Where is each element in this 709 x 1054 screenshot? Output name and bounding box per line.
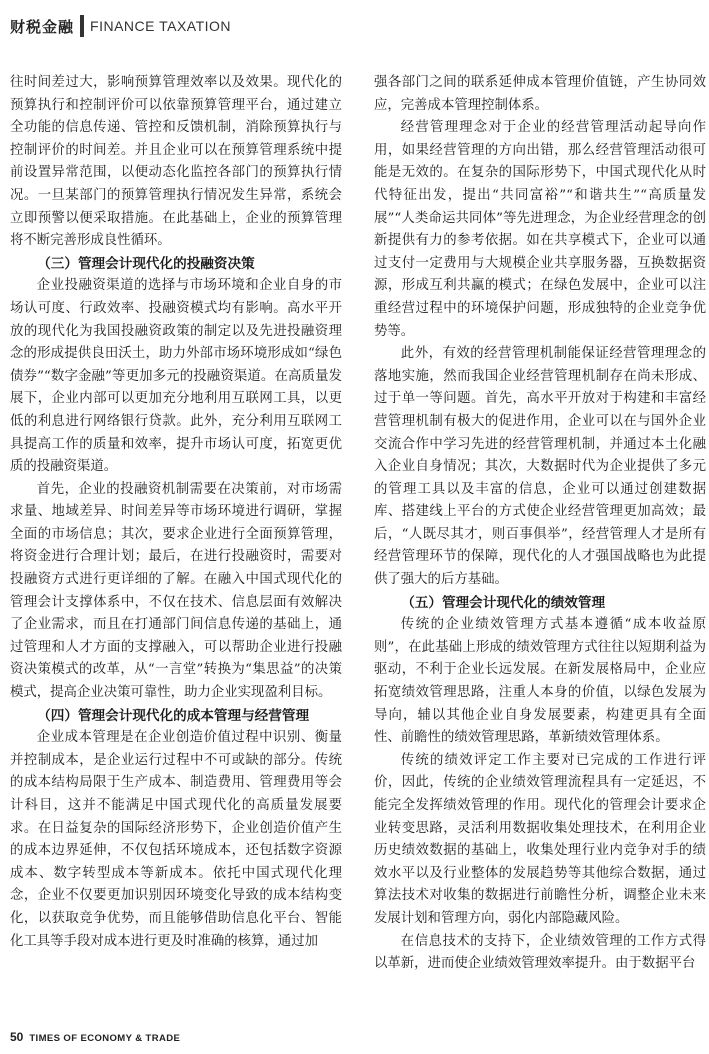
paragraph: 经营管理理念对于企业的经营管理活动起导向作用，如果经营管理的方向出错，那么经营管理活动很可能是无效的。在复杂的国际形势下，中国式现代化从时代特征出发，提出“共同富裕”“和谐共生”“高质量发展”“人类命运共同体”等先进理念，为企业经营理念的创新提供有力的参考依据。如在共享模式下，企业可以通过支付一定费用与大规模企业共享服务器，互换数据资源，形成互利共赢的模式；在绿色发展中，企业可以注重经营过程中的环境保护问题，形成独特的企业竞争优势等。 bbox=[374, 120, 706, 339]
paragraph: 此外，有效的经营管理机制能保证经营管理理念的落地实施，然而我国企业经营管理机制存在尚未形成、过于单一等问题。首先，高水平开放对于构建和丰富经营管理机制有极大的促进作用，企业可以在与国外企业交流合作中学习先进的经营管理机制，并通过本土化融入企业自身情况；其次，大数据时代为企业提供了多元的管理工具以及丰富的信息，企业可以通过创建数据库、搭建线上平台的方式使企业经营管理更加高效；最后，“人既尽其才，则百事俱举”，经营管理人才是所有经营管理环节的保障，现代化的人才强国战略也为此提供了强大的后方基础。 bbox=[374, 346, 706, 588]
page-footer bbox=[10, 1030, 180, 1044]
paragraph: 往时间差过大，影响预算管理效率以及效果。现代化的预算执行和控制评价可以依靠预算管理平台，通过建立全功能的信息传递、管控和反馈机制，消除预算执行与控制评价的时间差。并且企业可以在预算管理系统中提前设置异常范围，以便动态化监控各部门的预算执行情况。一旦某部门的预算管理执行情况发生异常，系统会立即预警以便采取措施。在此基础上，企业的预算管理将不断完善形成良性循环。 bbox=[10, 75, 342, 249]
section-title-en: FINANCE TAXATION bbox=[90, 18, 232, 34]
section-heading: （三）管理会计现代化的投融资决策 bbox=[37, 255, 255, 272]
section-heading: （五）管理会计现代化的绩效管理 bbox=[401, 594, 606, 611]
right-column bbox=[374, 72, 706, 976]
header-divider-bar bbox=[80, 15, 84, 37]
paragraph: 企业成本管理是在企业创造价值过程中识别、衡量并控制成本，是企业运行过程中不可或缺的部分。传统的成本结构局限于生产成本、制造费用、管理费用等会计科目，这并不能满足中国式现代化的高质量发展要求。在日益复杂的国际经济形势下，企业创造价值产生的成本边界延伸，不仅包括环境成本，还包括数字资源成本、数字转型成本等新成本。依托中国式现代化理念，企业不仅要更加识别因环境变化导致的成本结构变化，以获取竞争优势，而且能够借助信息化平台、智能化工具等手段对成本进行更及时准确的核算，通过加 bbox=[10, 730, 342, 949]
paragraph: 强各部门之间的联系延伸成本管理价值链，产生协同效应，完善成本管理控制体系。 bbox=[374, 75, 706, 113]
section-heading: （四）管理会计现代化的成本管理与经营管理 bbox=[37, 707, 310, 724]
page-number: 50 bbox=[10, 1030, 24, 1044]
paragraph: 传统的绩效评定工作主要对已完成的工作进行评价，因此，传统的企业绩效管理流程具有一定延迟，不能完全发挥绩效管理的作用。现代化的管理会计要求企业转变思路，灵活利用数据收集处理技术，在利用企业历史绩效数据的基础上，收集处理行业内竞争对手的绩效水平以及行业整体的发展趋势等其他综合数据，通过算法技术对收集的数据进行前瞻性分析，调整企业未来发展计划和管理方向，弱化内部隐藏风险。 bbox=[374, 752, 706, 926]
section-title-cn: 财税金融 bbox=[10, 17, 75, 36]
paragraph: 在信息技术的支持下，企业绩效管理的工作方式得以革新，进而使企业绩效管理效率提升。由于数据平台 bbox=[374, 933, 706, 972]
left-column bbox=[10, 72, 342, 953]
paragraph: 首先，企业的投融资机制需要在决策前，对市场需求量、地域差异、时间差异等市场环境进行调研，掌握全面的市场信息；其次，要求企业进行全面预算管理，将资金进行合理计划；最后，在进行投融资时，需要对投融资方式进行更详细的了解。在融入中国式现代化的管理会计支撑体系中，不仅在技术、信息层面有效解决了企业需求，而且在打通部门间信息传递的基础上，通过管理和人才方面的支撑融入，可以帮助企业进行投融资决策模式的改革，从“一言堂”转换为“集思益”的决策模式，提高企业决策可靠性，助力企业实现盈利目标。 bbox=[10, 481, 342, 701]
paragraph: 传统的企业绩效管理方式基本遵循“成本收益原则”，在此基础上形成的绩效管理方式往往以短期利益为驱动，不利于企业长远发展。在新发展格局中，企业应拓宽绩效管理思路，注重人本身的价值，以绿色发展为导向，辅以其他企业自身发展要素，构建更具有全面性、前瞻性的绩效管理思路，革新绩效管理体系。 bbox=[374, 617, 706, 746]
magazine-name: TIMES OF ECONOMY & TRADE bbox=[29, 1033, 181, 1044]
running-header bbox=[10, 14, 231, 38]
paragraph: 企业投融资渠道的选择与市场环境和企业自身的市场认可度、行政效率、投融资模式均有影响。高水平开放的现代化为我国投融资政策的制定以及先进投融资理念的形成提供良田沃土，助力外部市场环境形成如“绿色债券”“数字金融”等更加多元的投融资渠道。在高质量发展下，企业内部可以更加充分地利用互联网工具，以更低的利息进行网络银行贷款。此外，充分利用互联网工具提高工作的质量和效率，提升市场认可度，拓宽更优质的投融资渠道。 bbox=[10, 278, 342, 475]
